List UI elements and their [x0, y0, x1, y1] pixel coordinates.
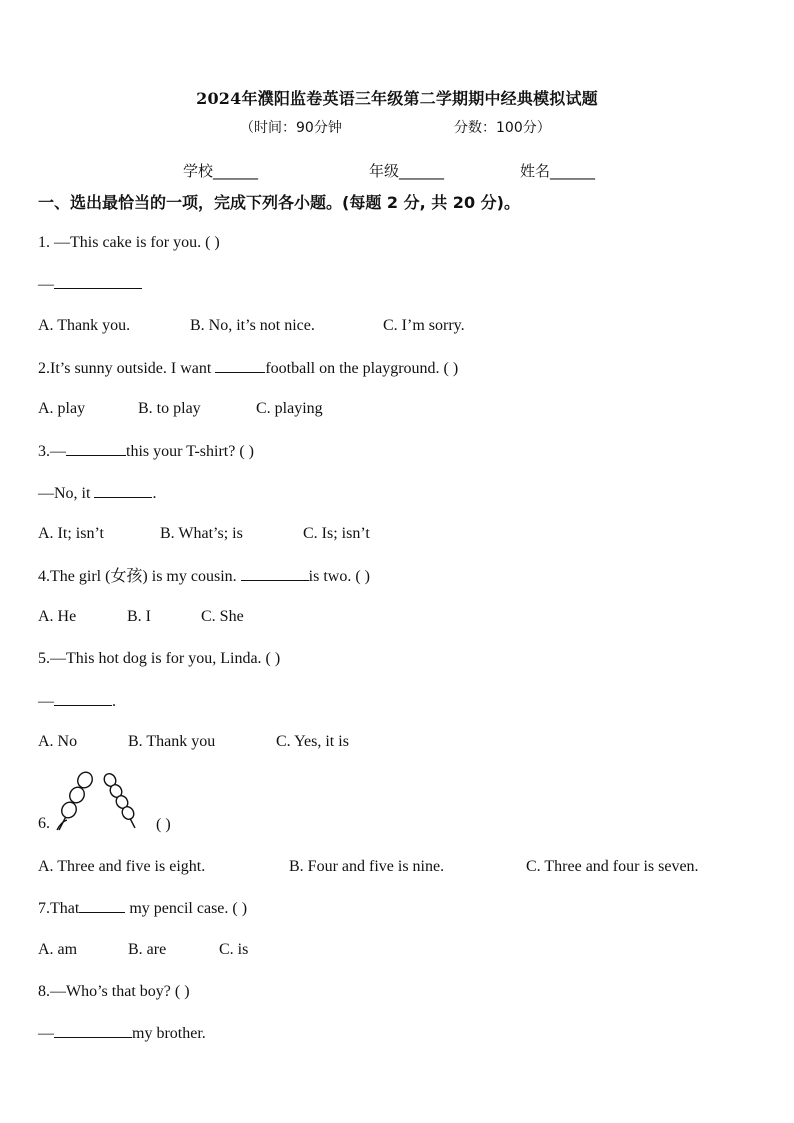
- question-1-answer-line[interactable]: [38, 274, 142, 295]
- question-6-paren[interactable]: ( ): [156, 816, 171, 833]
- question-7-stem-after: my pencil case. ( ): [125, 900, 248, 917]
- question-3-option-b[interactable]: B. What’s; is: [160, 525, 243, 542]
- question-3-stem-before: 3.—: [38, 443, 66, 460]
- question-8-answer-after: my brother.: [132, 1025, 206, 1042]
- question-7-stem: [38, 898, 247, 919]
- question-4-stem: [38, 566, 370, 587]
- question-6-number: 6.: [38, 815, 50, 832]
- answer-blank[interactable]: [54, 1023, 132, 1038]
- question-3-answer-line: [38, 483, 156, 504]
- question-5-option-c[interactable]: C. Yes, it is: [276, 733, 349, 750]
- question-7-option-b[interactable]: B. are: [128, 941, 167, 958]
- question-6-option-b[interactable]: B. Four and five is nine.: [289, 858, 445, 875]
- section-heading: 一、选出最恰当的一项，完成下列各小题。(每题 2 分, 共 20 分)。: [38, 193, 520, 212]
- question-2-stem-before: 2.It’s sunny outside. I want: [38, 360, 216, 377]
- question-8-answer-before: —: [38, 1025, 54, 1042]
- question-3-answer-before: —No, it: [38, 485, 95, 502]
- question-8-stem: 8.—Who’s that boy? ( ): [38, 983, 190, 1000]
- answer-blank[interactable]: [241, 566, 309, 581]
- question-1-option-c[interactable]: C. I’m sorry.: [383, 317, 465, 334]
- question-4-option-a[interactable]: A. He: [38, 608, 77, 625]
- question-4-option-c[interactable]: C. She: [201, 608, 244, 625]
- question-5-stem: 5.—This hot dog is for you, Linda. ( ): [38, 650, 281, 667]
- question-3-option-a[interactable]: A. It; isn’t: [38, 525, 104, 542]
- exam-time: （时间：90分钟: [240, 120, 342, 136]
- question-5-option-b[interactable]: B. Thank you: [128, 733, 216, 750]
- answer-blank[interactable]: [54, 691, 112, 706]
- question-1-option-b[interactable]: B. No, it’s not nice.: [190, 317, 315, 334]
- question-5-option-a[interactable]: A. No: [38, 733, 78, 750]
- meatball-skewers-icon: [55, 770, 145, 832]
- question-3-stem-after: this your T-shirt? ( ): [126, 443, 254, 460]
- question-7-option-a[interactable]: A. am: [38, 941, 78, 958]
- question-4-option-b[interactable]: B. I: [127, 608, 151, 625]
- question-3-stem: [38, 441, 254, 462]
- question-2-option-c[interactable]: C. playing: [256, 400, 323, 417]
- grade-field[interactable]: 年级______: [369, 162, 445, 180]
- answer-blank[interactable]: [54, 274, 142, 289]
- question-5-answer-before: —: [38, 693, 54, 710]
- question-4-stem-after: is two. ( ): [308, 568, 370, 585]
- question-8-answer-line: [38, 1023, 206, 1044]
- question-7-option-c[interactable]: C. is: [219, 941, 249, 958]
- question-2-stem: [38, 358, 458, 379]
- question-6-option-c[interactable]: C. Three and four is seven.: [526, 858, 699, 875]
- exam-score: 分数：100分）: [454, 120, 551, 136]
- question-5-answer-after: .: [112, 693, 116, 710]
- question-2-option-b[interactable]: B. to play: [138, 400, 201, 417]
- answer-blank[interactable]: [79, 898, 125, 913]
- question-2-option-a[interactable]: A. play: [38, 400, 86, 417]
- question-4-stem-before: 4.The girl (女孩) is my cousin.: [38, 568, 241, 585]
- question-2-stem-after: football on the playground. ( ): [265, 360, 459, 377]
- question-5-answer-line: [38, 691, 116, 712]
- question-1-dash: —: [38, 276, 54, 293]
- answer-blank[interactable]: [66, 441, 126, 456]
- answer-blank[interactable]: [215, 358, 265, 373]
- question-7-stem-before: 7.That: [38, 900, 80, 917]
- school-field[interactable]: 学校______: [183, 162, 259, 180]
- question-3-answer-after: .: [152, 485, 157, 502]
- question-1-stem: 1. —This cake is for you. ( ): [38, 234, 220, 251]
- answer-blank[interactable]: [94, 483, 152, 498]
- question-3-option-c[interactable]: C. Is; isn’t: [303, 525, 370, 542]
- page-title: 2024年濮阳监卷英语三年级第二学期期中经典模拟试题: [196, 89, 598, 108]
- question-6-option-a[interactable]: A. Three and five is eight.: [38, 858, 206, 875]
- question-1-option-a[interactable]: A. Thank you.: [38, 317, 131, 334]
- name-field[interactable]: 姓名______: [520, 162, 596, 180]
